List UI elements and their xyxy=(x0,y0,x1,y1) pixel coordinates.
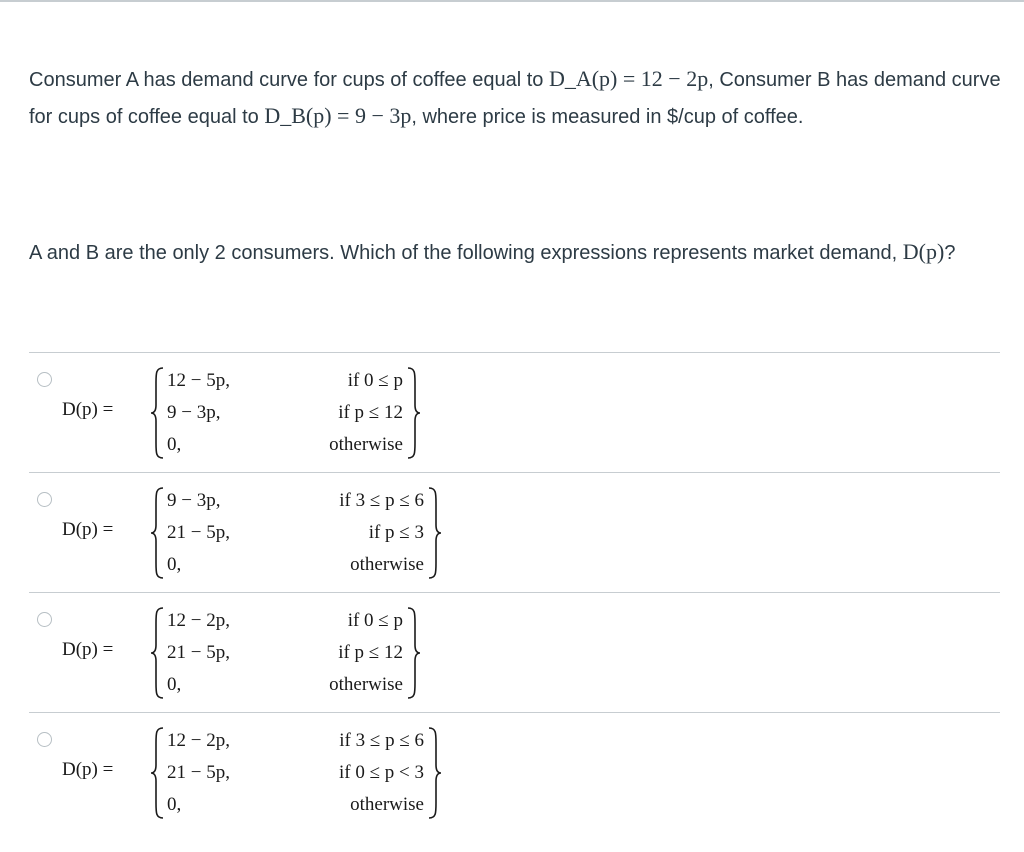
left-brace-icon xyxy=(150,367,164,459)
case-condition: if 0 ≤ p xyxy=(347,610,403,631)
case-condition: if p ≤ 12 xyxy=(338,402,403,423)
radio-button[interactable] xyxy=(37,372,52,387)
answer-option-3[interactable] xyxy=(29,592,1000,712)
answer-list xyxy=(29,352,1000,832)
demand-b-formula: D_B(p) = 9 − 3p xyxy=(264,103,412,128)
case-expression: 21 − 5p, xyxy=(167,762,230,783)
case-condition: if p ≤ 3 xyxy=(368,522,424,543)
right-brace-icon xyxy=(428,487,442,579)
case-condition: if 0 ≤ p < 3 xyxy=(339,762,424,783)
left-brace-icon xyxy=(150,487,164,579)
case-expression: 12 − 2p, xyxy=(167,730,230,751)
case-expression: 12 − 5p, xyxy=(167,370,230,391)
question-text-part: , where price is measured in $/cup of coffee. xyxy=(411,106,804,128)
question-text-part: Consumer A has demand curve for cups of coffee equal to xyxy=(29,69,549,91)
demand-a-formula: D_A(p) = 12 − 2p xyxy=(548,66,709,91)
answer-option-1[interactable] xyxy=(29,352,1000,472)
answer-option-2[interactable] xyxy=(29,472,1000,592)
case-expression: 9 − 3p, xyxy=(167,490,221,511)
formula-lhs: D(p) = xyxy=(62,399,114,420)
right-brace-icon xyxy=(407,367,421,459)
case-condition: otherwise xyxy=(350,554,424,575)
question-text-part: A and B are the only 2 consumers. Which of the following expressions represents market demand, xyxy=(29,242,903,264)
case-condition: if 3 ≤ p ≤ 6 xyxy=(339,490,424,511)
case-expression: 0, xyxy=(167,434,182,455)
question-paragraph-1 xyxy=(29,61,1009,135)
answer-option-4[interactable] xyxy=(29,712,1000,832)
case-condition: otherwise xyxy=(329,674,403,695)
case-expression: 0, xyxy=(167,674,182,695)
case-expression: 0, xyxy=(167,794,182,815)
formula-lhs: D(p) = xyxy=(62,639,114,660)
market-demand-symbol: D(p) xyxy=(902,239,945,264)
case-condition: otherwise xyxy=(350,794,424,815)
radio-button[interactable] xyxy=(37,492,52,507)
case-expression: 12 − 2p, xyxy=(167,610,230,631)
right-brace-icon xyxy=(407,607,421,699)
question-text-part: ? xyxy=(944,242,956,264)
case-condition: if 0 ≤ p xyxy=(347,370,403,391)
radio-button[interactable] xyxy=(37,612,52,627)
formula-lhs: D(p) = xyxy=(62,759,114,780)
question-paragraph-2 xyxy=(29,234,1009,271)
right-brace-icon xyxy=(428,727,442,819)
case-condition: if p ≤ 12 xyxy=(338,642,403,663)
left-brace-icon xyxy=(150,607,164,699)
radio-button[interactable] xyxy=(37,732,52,747)
left-brace-icon xyxy=(150,727,164,819)
case-expression: 9 − 3p, xyxy=(167,402,221,423)
case-expression: 21 − 5p, xyxy=(167,642,230,663)
question-text-part: , Consumer B has demand curve for cups of coffee equal to xyxy=(29,69,1001,128)
case-condition: otherwise xyxy=(329,434,403,455)
case-expression: 21 − 5p, xyxy=(167,522,230,543)
case-expression: 0, xyxy=(167,554,182,575)
formula-lhs: D(p) = xyxy=(62,519,114,540)
case-condition: if 3 ≤ p ≤ 6 xyxy=(339,730,424,751)
top-divider xyxy=(0,0,1024,2)
